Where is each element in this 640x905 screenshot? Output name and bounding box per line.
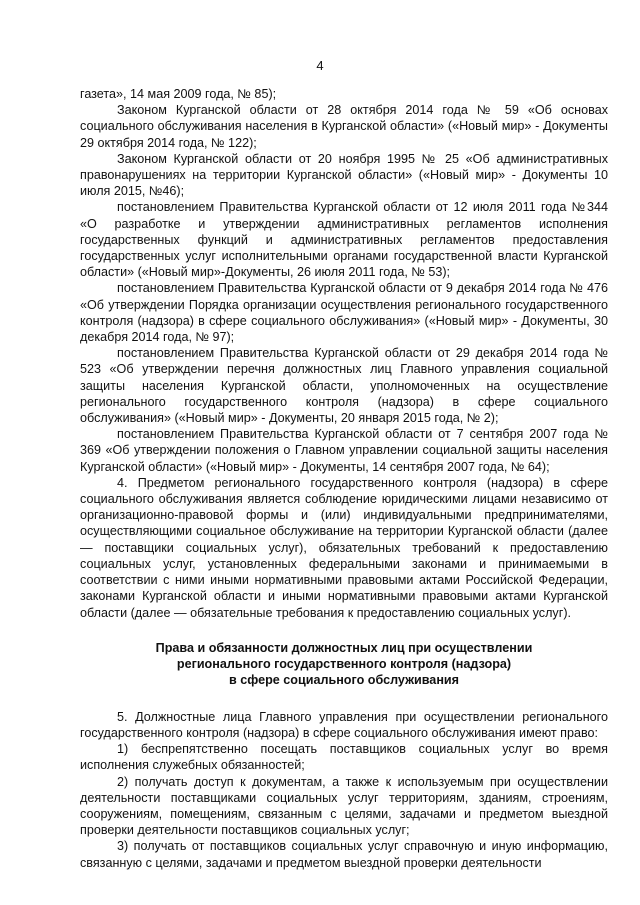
paragraph: 3) получать от поставщиков социальных услуг справочную и иную информацию, связанную с целями, задачами и предметом выездной проверки деятельности <box>80 839 608 870</box>
paragraph: Законом Курганской области от 28 октября 2014 года № 59 «Об основах социального обслуживания населения в Курганской области» («Новый мир» - Документы 29 октября 2014 года, № 122); <box>80 103 608 150</box>
section-heading <box>80 640 608 688</box>
paragraph: постановлением Правительства Курганской области от 9 декабря 2014 года № 476 «Об утверждении Порядка организации осуществления регионального государственного контроля (надзора) в сфере социального обслуживания» («Новый мир» - Документы, 30 декабря 2014 года, № 97); <box>80 281 608 345</box>
section-heading-line-1: Права и обязанности должностных лиц при осуществлении <box>155 640 533 655</box>
paragraph: 4. Предметом регионального государственного контроля (надзора) в сфере социального обслуживания является соблюдение юридическими лицами независимо от организационно-правовой формы и (или) индивидуальными предпринимателями, осуществляющими социальное обслуживание на территории Курганской области (далее — поставщики социальных услуг), обязательных требований к предоставлению социальных услуг, установленных федеральными законами и принимаемыми в соответствии с ними иными нормативными правовыми актами Российской Федерации, законами Курганской области и иными нормативными правовыми актами Курганской области (далее — обязательные требования к предоставлению социальных услуг). <box>80 475 608 620</box>
paragraph: постановлением Правительства Курганской области от 29 декабря 2014 года № 523 «Об утверждении перечня должностных лиц Главного управления социальной защиты населения Курганской области, уполномоченных на осуществление регионального государственного контроля (надзора) в сфере социального обслуживания» («Новый мир» - Документы, 20 января 2015 года, № 2); <box>80 346 608 426</box>
document-body <box>80 86 608 871</box>
paragraph: постановлением Правительства Курганской области от 7 сентября 2007 года № 369 «Об утверждении положения о Главном управлении социальной защиты населения Курганской области» («Новый мир» - Документы, 14 сентября 2007 года, № 64); <box>80 427 608 474</box>
paragraph: 2) получать доступ к документам, а также к используемым при осуществлении деятельности поставщиками социальных услуг территориям, зданиям, строениям, сооружениям, помещениям, связанным с целями, задачами и предметом выездной проверки деятельности поставщиков социальных услуг; <box>80 774 608 838</box>
page-number: 4 <box>316 58 324 73</box>
section-heading-line-3: в сфере социального обслуживания <box>228 672 460 687</box>
paragraph: 1) беспрепятственно посещать поставщиков социальных услуг во время исполнения служебных обязанностей; <box>80 742 608 773</box>
section-heading-line-2: регионального государственного контроля (надзора) <box>176 656 512 671</box>
paragraphs-bottom <box>80 709 608 871</box>
paragraph: 5. Должностные лица Главного управления при осуществлении регионального государственного контроля (надзора) в сфере социального обслуживания имеют право: <box>80 709 608 740</box>
paragraphs-top <box>80 86 608 621</box>
paragraph: постановлением Правительства Курганской области от 12 июля 2011 года №344 «О разработке и утверждении административных регламентов исполнения государственных функций и административных регламентов предоставления государственных услуг исполнительными органами государственной власти Курганской области» («Новый мир»-Документы, 26 июля 2011 года, № 53); <box>80 200 608 280</box>
paragraph: Законом Курганской области от 20 ноября 1995 № 25 «Об административных правонарушениях на территории Курганской области» («Новый мир» - Документы 10 июля 2015, №46); <box>80 151 608 199</box>
paragraph: газета», 14 мая 2009 года, № 85); <box>80 87 277 101</box>
